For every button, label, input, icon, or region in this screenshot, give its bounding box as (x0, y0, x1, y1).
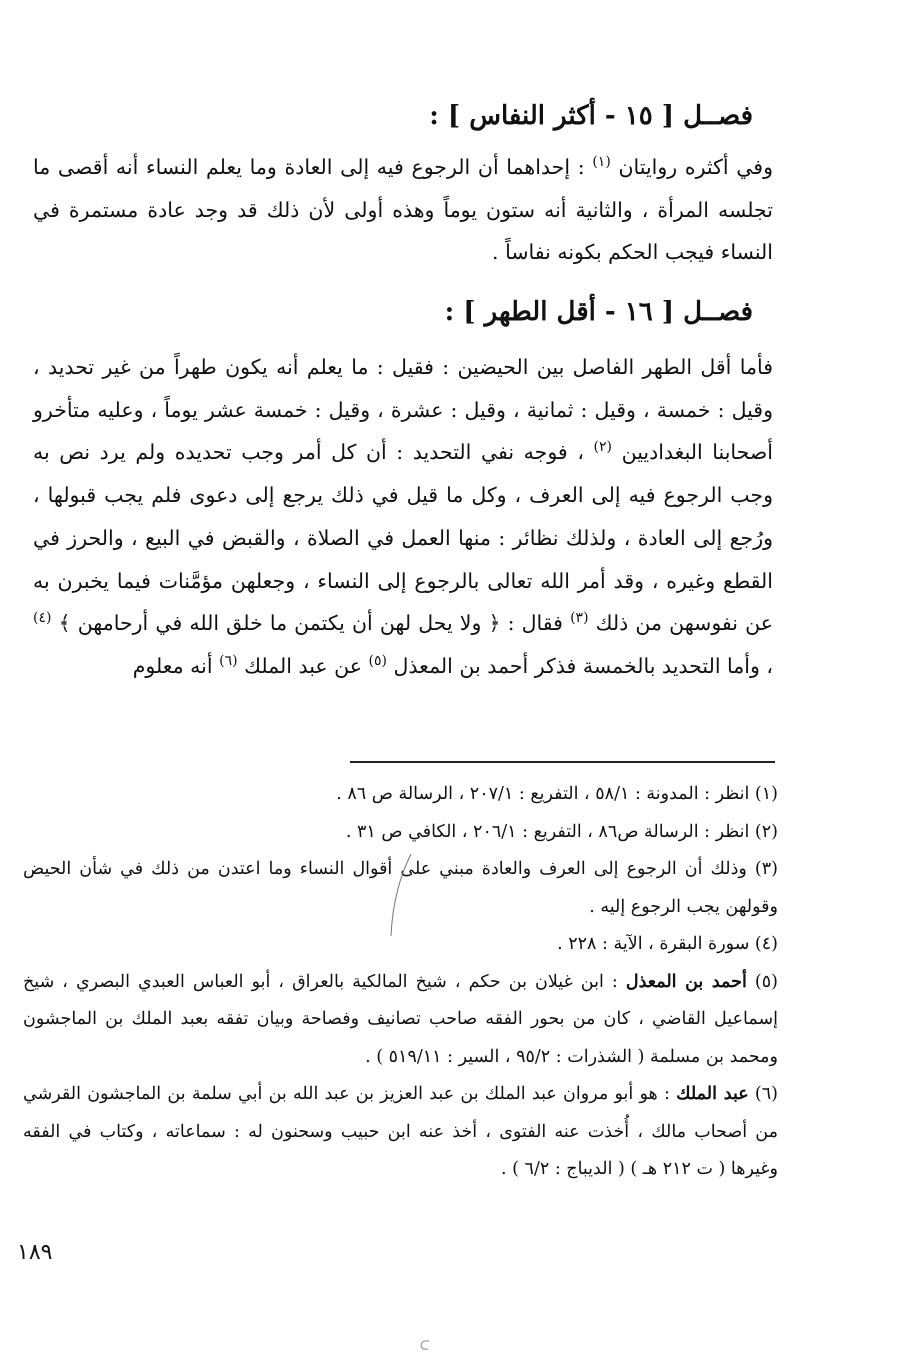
page-number: ١٨٩ (17, 1240, 53, 1265)
footnote-ref-5[interactable]: (٥) (368, 653, 387, 670)
footnote-3: (٣) وذلك أن الرجوع إلى العرف والعادة مبني على أقوال النساء وما اعتدن من ذلك في شأن الحيض وقولهن يجب الرجوع إليه . (23, 859, 778, 917)
footnote-ref-3[interactable]: (٣) (570, 610, 589, 627)
section-15-heading: فصــل [ ١٥ - أكثر النفاس ] : (429, 101, 753, 131)
footnote-ref-6[interactable]: (٦) (219, 653, 238, 670)
footnote-1: (١) انظر : المدونة : ٥٨/١ ، التفريع : ٢٠٧/١ ، الرسالة ص ٨٦ . (336, 784, 778, 804)
section-15-text-b: : إحداهما أن الرجوع فيه إلى العادة وما يعلم النساء أنه أقصى ما تجلسه المرأة ، والثانية أنه ستون يوماً وهذه أولى لأن ذلك قد وجد عادة مستمرة في النساء فيجب الحكم بكونه نفاساً . (33, 155, 773, 265)
section-16-text-e: عن عبد الملك (244, 653, 362, 678)
section-16-text-a: فأما أقل الطهر الفاصل بين الحيضين : فقيل : ما يعلم أنه يكون طهراً من غير تحديد ، وقيل : خمسة ، وقيل : ثمانية ، وقيل : عشرة ، وقيل : خمسة عشر يوماً ، وعليه متأخرو أصحابنا البغداديين (33, 355, 773, 465)
footnote-6-name: عبد الملك (676, 1084, 749, 1104)
section-16-text-f: أنه معلوم (132, 653, 213, 678)
footnote-6-text: : هو أبو مروان عبد الملك بن عبد العزيز بن عبد الله بن أبي سلمة بن الماجشون القرشي من أصحاب مالك ، أُخذت عنه الفتوى ، أخذ عنه ابن حبيب وسحنون له : سماعاته ، وكتاب في الفقه وغيرها ( ت ٢١٢ هـ ) ( الديباج : ٦/٢ ) . (23, 1084, 778, 1179)
footnote-6-number: (٦) (754, 1084, 778, 1104)
section-16-text-d: ، وأما التحديد بالخمسة فذكر أحمد بن المعذل (393, 653, 773, 678)
section-16-text-c: فقال : ﴿ ولا يحل لهن أن يكتمن ما خلق الله في أرحامهن ﴾ (58, 611, 563, 636)
section-16-text-b: ، فوجه نفي التحديد : أن كل أمر وجب تحديده ولم يرد نص به وجب الرجوع فيه إلى العرف ، وكل ما قيل في ذلك يرجع إلى دعوى فلم يجب قبولها ، ورُجع إلى العادة ، ولذلك نظائر : منها العمل في الصلاة ، والقبض في البيع ، والحرز في القطع وغيره ، وقد أمر الله تعالى بالرجوع إلى النساء ، وجعلهن مؤمَّنات فيما يخبرن به عن نفوسهن من ذلك (33, 440, 773, 636)
footnotes (23, 776, 778, 1189)
section-16-heading: فصــل [ ١٦ - أقل الطهر ] : (444, 297, 753, 327)
footnote-divider (350, 761, 775, 763)
footnote-4: (٤) سورة البقرة ، الآية : ٢٢٨ . (557, 934, 778, 954)
scan-mark (418, 1338, 432, 1352)
footnote-5-name: أحمد بن المعذل (625, 971, 747, 992)
section-16-paragraph (33, 346, 773, 688)
section-15-text-a: وفي أكثره روايتان (618, 155, 773, 179)
footnote-5 (23, 964, 778, 1077)
section-15-paragraph (33, 146, 773, 274)
footnote-5-text: : ابن غيلان بن حكم ، شيخ المالكية بالعراق ، أبو العباس العبدي البصري ، شيخ إسماعيل القاضي ، كان من بحور الفقه صاحب تصانيف وفصاحة وبيان تفقه بعبد الملك بن الماجشون ومحمد بن مسلمة ( الشذرات : ٩٥/٢ ، السير : ٥١٩/١١ ) . (23, 971, 778, 1067)
pencil-mark (385, 850, 415, 940)
footnote-6 (23, 1076, 778, 1189)
footnote-2: (٢) انظر : الرسالة ص٨٦ ، التفريع : ٢٠٦/١ ، الكافي ص ٣١ . (345, 821, 778, 842)
footnote-ref-4[interactable]: (٤) (33, 610, 52, 627)
footnote-ref-1[interactable]: (١) (592, 154, 611, 171)
footnote-ref-2[interactable]: (٢) (593, 439, 612, 456)
footnote-5-number: (٥) (754, 971, 778, 992)
